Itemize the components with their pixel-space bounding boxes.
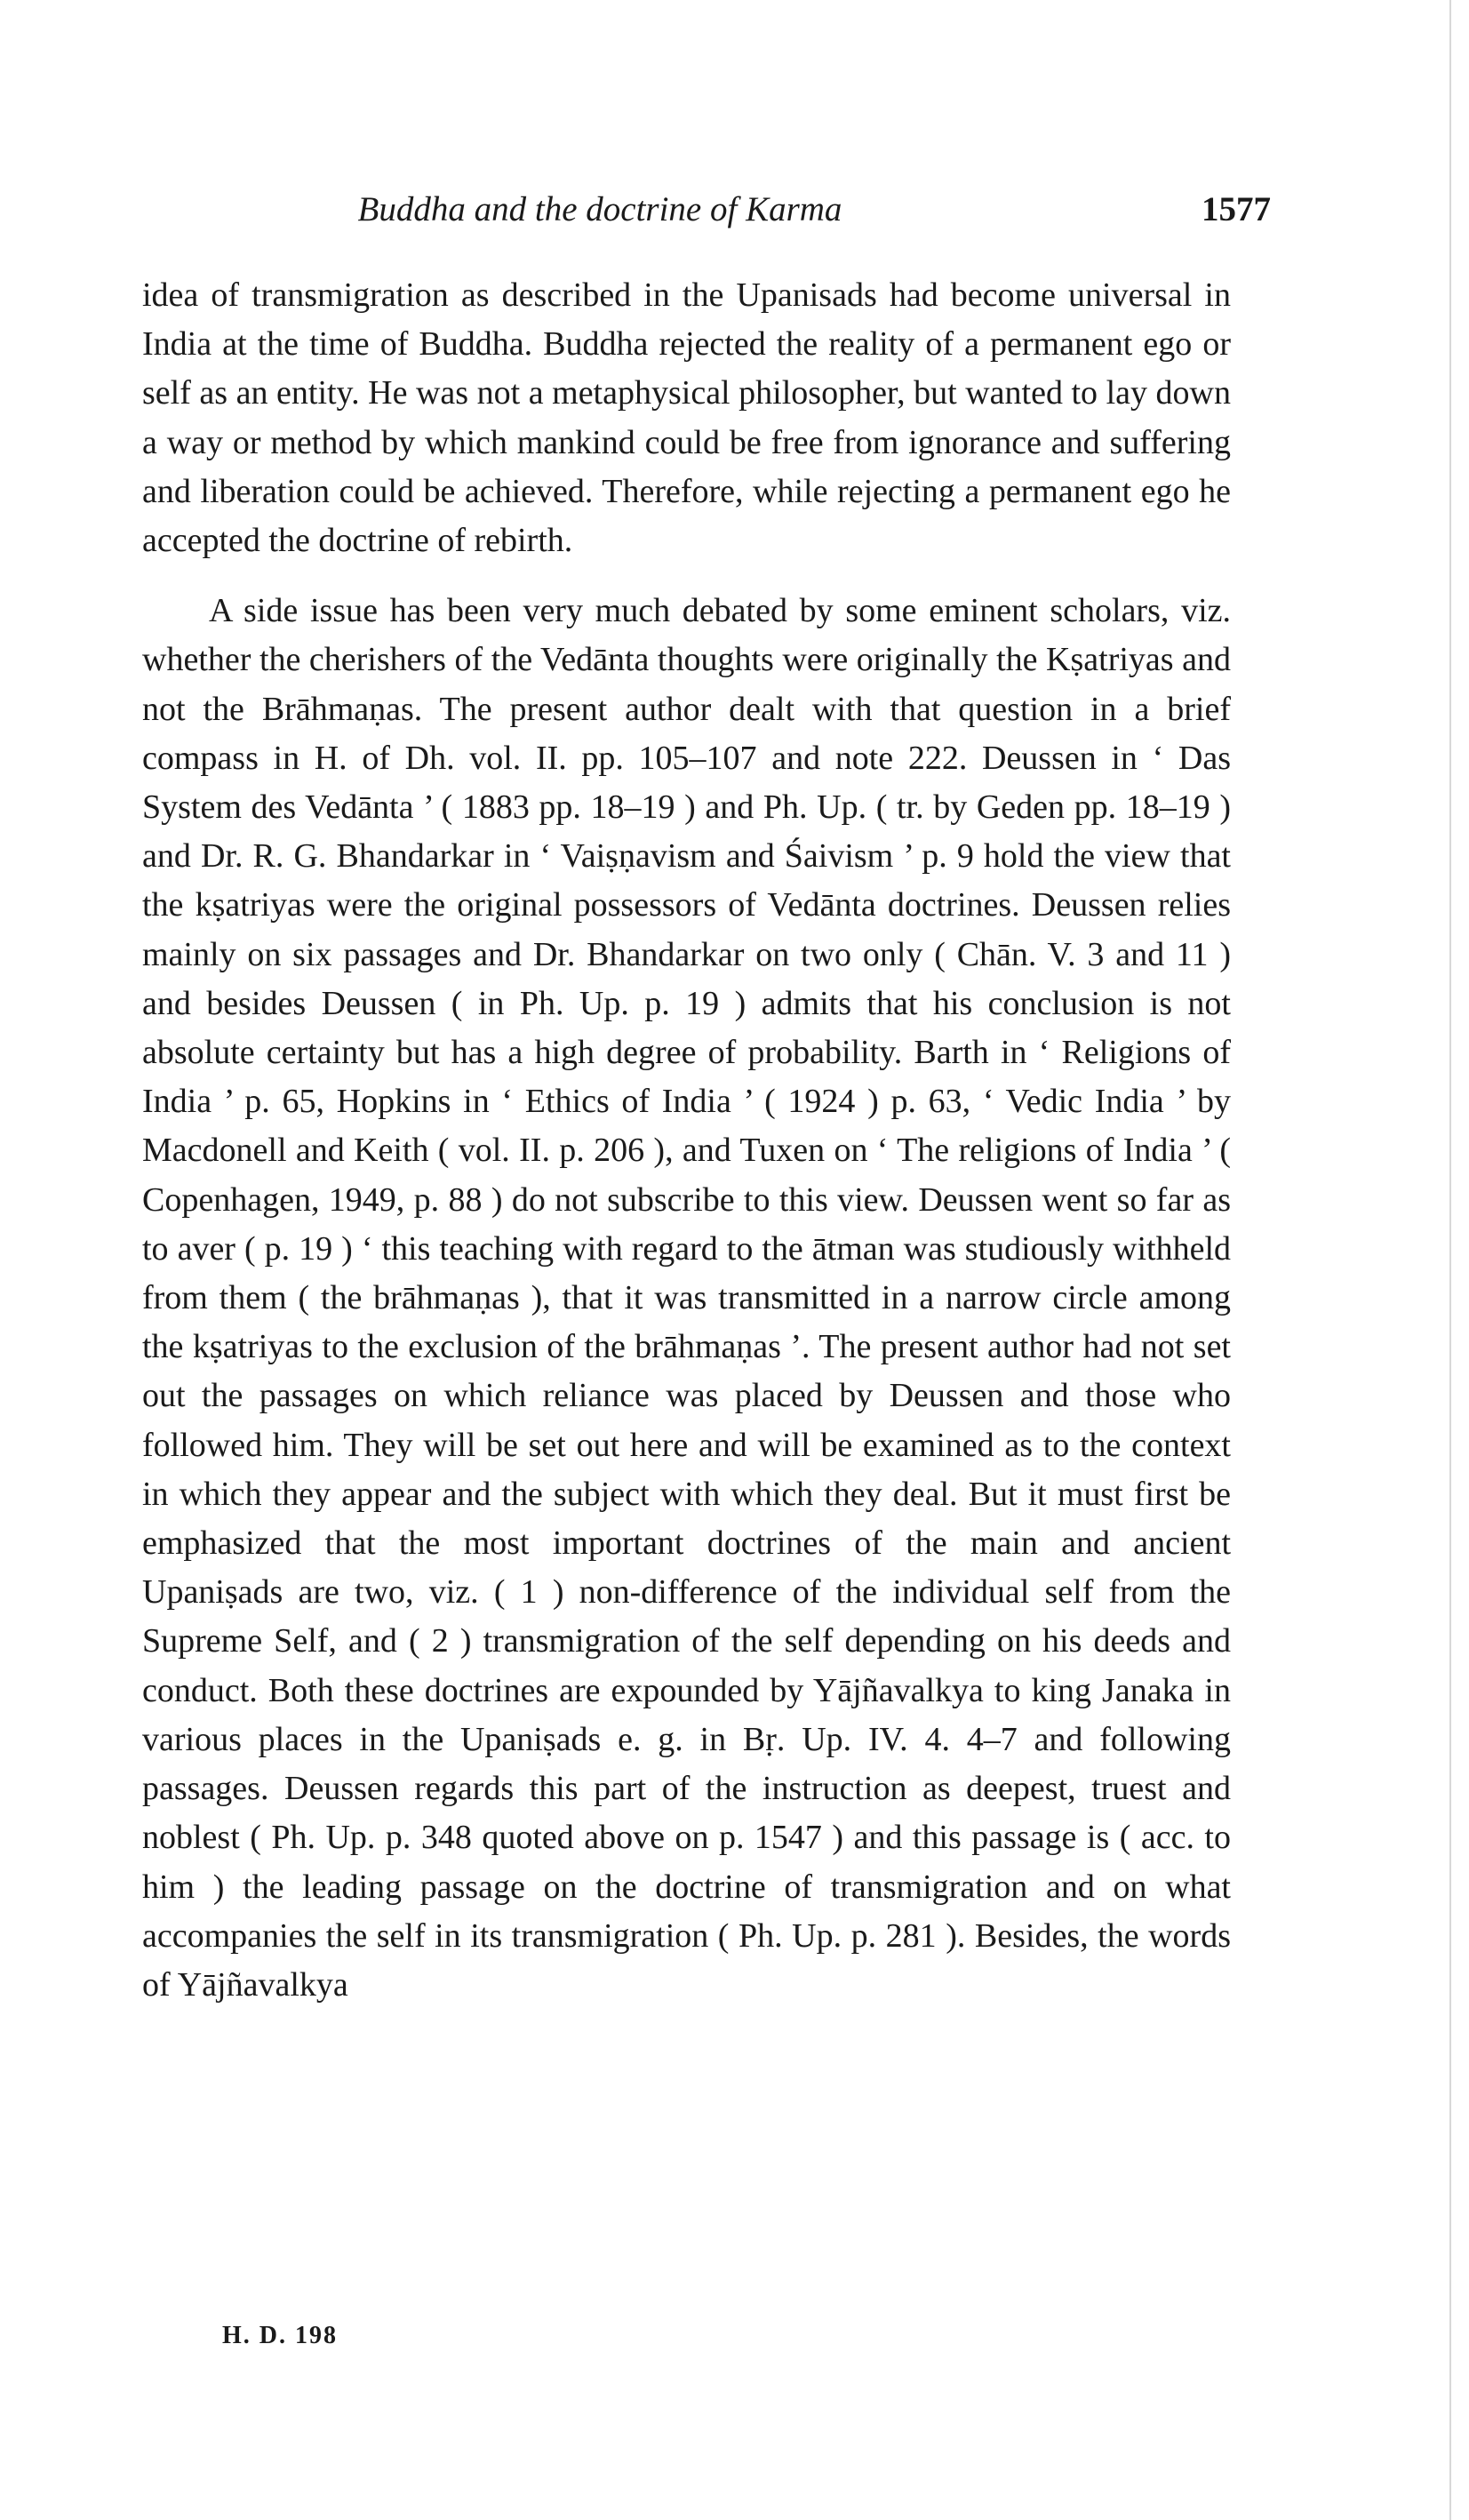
page-edge	[1449, 0, 1451, 2520]
page-header	[142, 182, 1271, 236]
running-title: Buddha and the doctrine of Karma	[357, 190, 842, 228]
signature-mark: H. D. 198	[222, 2322, 338, 2349]
paragraph-2: A side issue has been very much debated by some eminent scholars, viz. whether the cherishers of the Vedānta thoughts were originally the Kṣatriyas and not the Brāhmaṇas. The present author dealt with that question in a brief compass in H. of Dh. vol. II. pp. 105–107 and note 222. Deussen in ‘ Das System des Vedānta ’ ( 1883 pp. 18–19 ) and Ph. Up. ( tr. by Geden pp. 18–19 ) and Dr. R. G. Bhandarkar in ‘ Vaiṣṇavism and Śaivism ’ p. 9 hold the view that the kṣatriyas were the original possessors of Vedānta doctrines. Deussen relies mainly on six passages and Dr. Bhandarkar on two only ( Chān. V. 3 and 11 ) and besides Deussen ( in Ph. Up. p. 19 ) admits that his conclusion is not absolute certainty but has a high degree of probability. Barth in ‘ Religions of India ’ p. 65, Hopkins in ‘ Ethics of India ’ ( 1924 ) p. 63, ‘ Vedic India ’ by Macdonell and Keith ( vol. II. p. 206 ), and Tuxen on ‘ The religions of India ’ ( Copenhagen, 1949, p. 88 ) do not subscribe to this view. Deussen went so far as to aver ( p. 19 ) ‘ this teaching with regard to the ātman was studiously withheld from them ( the brāhmaṇas ), that it was transmitted in a narrow circle among the kṣatriyas to the exclusion of the brāhmaṇas ’. The present author had not set out the passages on which reliance was placed by Deussen and those who followed him. They will be set out here and will be examined as to the context in which they appear and the subject with which they deal. But it must first be emphasized that the most important doctrines of the main and ancient Upaniṣads are two, viz. ( 1 ) non-difference of the individual self from the Supreme Self, and ( 2 ) transmigration of the self depending on his deeds and conduct. Both these doctrines are expounded by Yājñavalkya to king Janaka in various places in the Upaniṣads e. g. in Bṛ. Up. IV. 4. 4–7 and following passages. Deussen regards this part of the instruction as deepest, truest and noblest ( Ph. Up. p. 348 quoted above on p. 1547 ) and this passage is ( acc. to him ) the leading passage on the doctrine of transmigration and on what accompanies the self in its transmigration ( Ph. Up. p. 281 ). Besides, the words of Yājñavalkya	[142, 592, 1231, 2004]
body-text	[142, 271, 1231, 2010]
paragraph-1: idea of transmigration as described in the Upanisads had become universal in India at the time of Buddha. Buddha rejected the reality of a permanent ego or self as an entity. He was not a metaphysical philosopher, but wanted to lay down a way or method by which mankind could be free from ignorance and suffering and liberation could be achieved. Therefore, while rejecting a permanent ego he accepted the doctrine of rebirth.	[142, 276, 1231, 560]
page-number: 1577	[1202, 190, 1271, 228]
